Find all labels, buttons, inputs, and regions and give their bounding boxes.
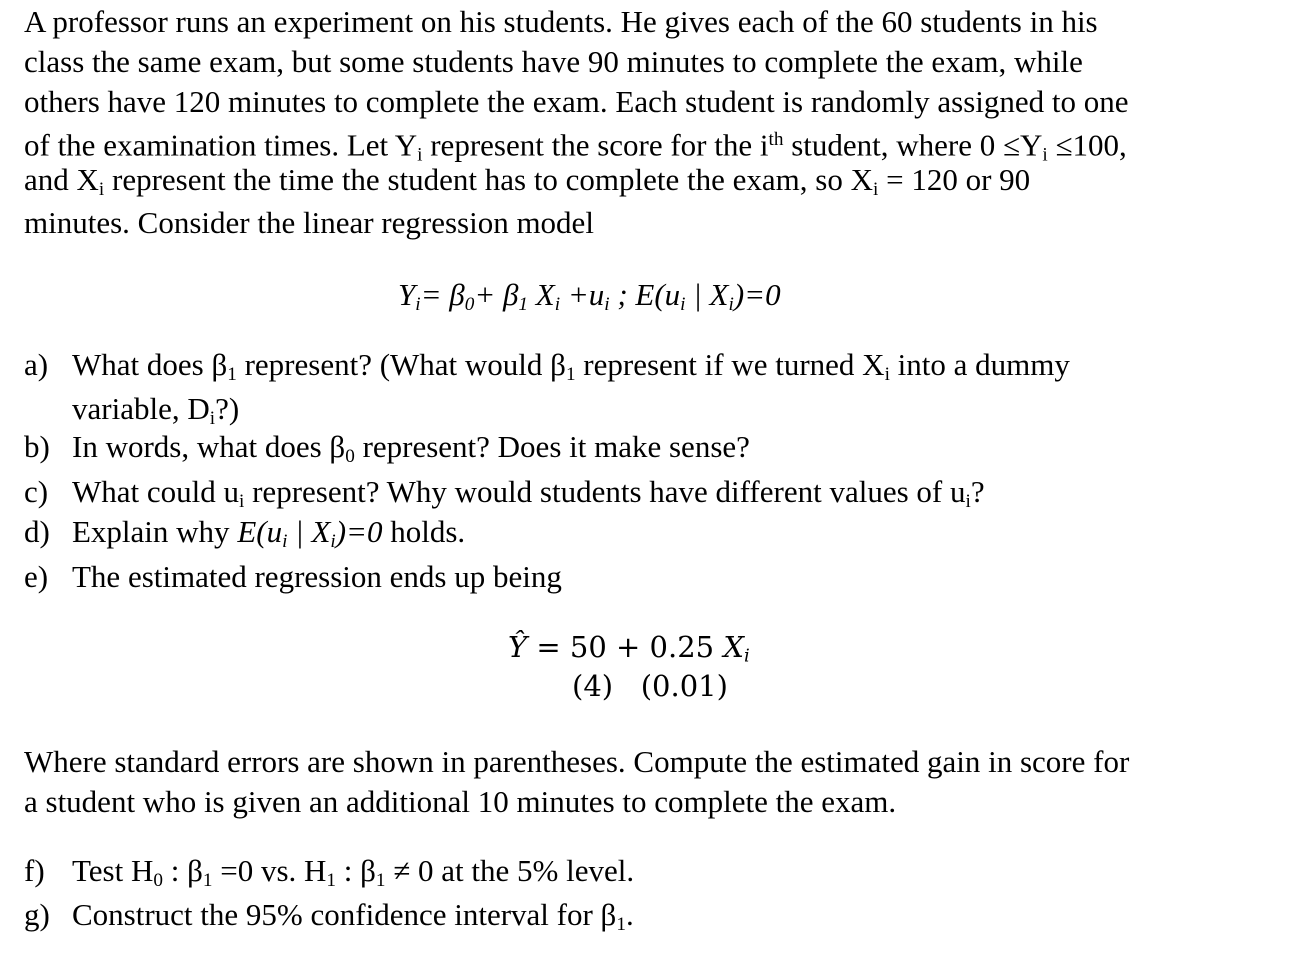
question-d [24, 514, 465, 560]
question-g [24, 897, 634, 943]
question-text: ?) [215, 391, 240, 426]
subscript: 0 [345, 445, 355, 467]
intro-text: represent the time the student has to complete the exam, so X [104, 162, 873, 197]
eq-part: | X [685, 277, 729, 312]
subscript: i [728, 293, 734, 315]
subscript: i [1042, 144, 1048, 166]
subscript: i [604, 293, 610, 315]
subscript: i [680, 293, 686, 315]
question-text: : β [162, 853, 203, 888]
intro-line-5 [24, 162, 1030, 208]
question-text: What does β [72, 347, 228, 382]
question-text: represent if we turned X [575, 347, 885, 382]
question-label: b) [24, 429, 50, 464]
eq-part: +u [560, 277, 605, 312]
eq-part: = 50 + 0.25 [527, 630, 724, 664]
math-text: )=0 [335, 514, 383, 549]
intro-text: and X [24, 162, 99, 197]
question-text: Explain why [72, 514, 238, 549]
question-label: c) [24, 474, 49, 509]
subscript: i [282, 530, 288, 552]
subscript: 1 [518, 293, 529, 315]
question-label: d) [24, 514, 50, 549]
subscript: i [415, 293, 421, 315]
question-b [24, 429, 750, 475]
question-text: What could u [72, 474, 240, 509]
subscript: 1 [565, 363, 576, 385]
subscript: i [209, 407, 216, 429]
question-text: In words, what does β [72, 429, 346, 464]
question-text: represent? Why would students have different values of u [244, 474, 966, 509]
followup-line-1: Where standard errors are shown in parentheses. Compute the estimated gain in score for [24, 744, 1130, 779]
subscript: i [873, 178, 879, 200]
question-label: e) [24, 559, 49, 594]
followup-line-2: a student who is given an additional 10 minutes to complete the exam. [24, 784, 897, 819]
question-text: =0 vs. H [212, 853, 327, 888]
eq-part: X [528, 277, 555, 312]
intro-line-3: others have 120 minutes to complete the exam. Each student is randomly assigned to one [24, 84, 1129, 119]
eq-part: X [723, 630, 744, 664]
question-text: Test H [72, 853, 154, 888]
subscript: 1 [326, 869, 337, 891]
subscript: i [743, 645, 750, 667]
superscript: th [768, 129, 784, 150]
question-a [24, 347, 1070, 393]
eq-part: = β [420, 277, 465, 312]
eq-part: + β [474, 277, 519, 312]
question-label: f) [24, 853, 45, 888]
yhat-symbol: Ŷ [508, 630, 528, 664]
question-label: g) [24, 897, 50, 932]
question-text: holds. [382, 514, 466, 549]
question-text: ≠ 0 at the 5% level. [385, 853, 635, 888]
intro-text: = 120 or 90 [878, 162, 1031, 197]
question-text: variable, D [72, 391, 210, 426]
eq-part: ; E(u [609, 277, 681, 312]
intro-text: represent the score for the i [422, 127, 769, 163]
subscript: 1 [375, 869, 386, 891]
subscript: 1 [202, 869, 213, 891]
question-text: Construct the 95% confidence interval for β [72, 897, 617, 932]
subscript: 1 [616, 913, 626, 935]
question-text: into a dummy [889, 347, 1070, 382]
question-text: represent? (What would β [236, 347, 566, 382]
subscript: i [98, 178, 105, 200]
question-text: The estimated regression ends up being [72, 559, 562, 594]
subscript: i [554, 293, 561, 315]
question-e [24, 559, 562, 595]
question-label: a) [24, 347, 49, 382]
subscript: i [417, 144, 423, 166]
subscript: 0 [153, 869, 163, 891]
eq-part: Y [398, 277, 416, 312]
question-f [24, 853, 634, 899]
intro-text: ≤100, [1047, 127, 1127, 163]
question-text: . [625, 897, 634, 932]
math-text: E(u [237, 514, 283, 549]
math-text: | X [287, 514, 331, 549]
intro-line-1: A professor runs an experiment on his students. He gives each of the 60 students in his [24, 4, 1098, 39]
intro-text: student, where 0 ≤Y [783, 127, 1043, 163]
standard-errors: (4) (0.01) [572, 669, 728, 703]
subscript: i [965, 490, 971, 512]
question-text: : β [336, 853, 376, 888]
regression-model-equation [398, 277, 781, 323]
subscript: 1 [227, 363, 237, 385]
subscript: i [239, 490, 245, 512]
subscript: i [330, 530, 336, 552]
question-c [24, 474, 985, 520]
eq-part: )=0 [733, 277, 781, 312]
question-text: ? [970, 474, 985, 509]
subscript: 0 [464, 293, 475, 315]
intro-line-6: minutes. Consider the linear regression model [24, 205, 594, 240]
subscript: i [884, 363, 890, 385]
question-text: represent? Does it make sense? [354, 429, 750, 464]
intro-line-2: class the same exam, but some students have 90 minutes to complete the exam, while [24, 44, 1083, 79]
intro-text: of the examination times. Let Y [24, 127, 418, 163]
